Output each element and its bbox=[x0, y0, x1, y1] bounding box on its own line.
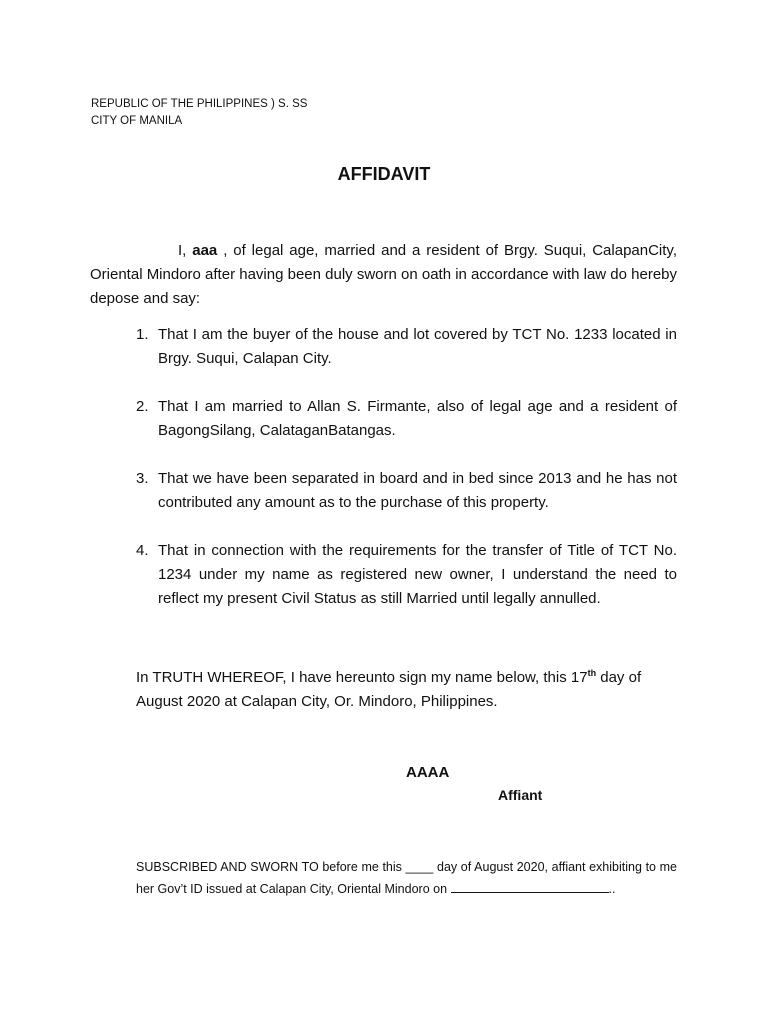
ordinal-suffix: th bbox=[587, 668, 597, 678]
list-item: 3. That we have been separated in board and in bed since 2013 and he has not contributed any amount as to the purchase of this property. bbox=[136, 470, 677, 511]
list-item: 1. That I am the buyer of the house and lot covered by TCT No. 1233 located in Brgy. Suqui, Calapan City. bbox=[136, 326, 677, 367]
header-city: CITY OF MANILA bbox=[91, 115, 183, 127]
signature-name: AAAA bbox=[406, 764, 450, 781]
statement-list bbox=[136, 323, 677, 611]
document-header bbox=[91, 96, 307, 130]
affiant-name-inline: aaa bbox=[192, 242, 218, 259]
blank-date-line bbox=[451, 879, 609, 893]
intro-pronoun: I, bbox=[178, 242, 187, 259]
jurat-paragraph: SUBSCRIBED AND SWORN TO before me this ____ day of August 2020, affiant exhibiting to me her Gov’t ID issued at Calapan City, Oriental Mindoro on .. bbox=[136, 860, 677, 896]
signature-role: Affiant bbox=[498, 787, 543, 803]
page-title: AFFIDAVIT bbox=[337, 164, 431, 184]
intro-paragraph bbox=[90, 239, 677, 311]
list-item: 2. That I am married to Allan S. Firmante, also of legal age and a resident of BagongSilang, CalataganBatangas. bbox=[136, 398, 677, 439]
header-republic: REPUBLIC OF THE PHILIPPINES ) S. SS bbox=[91, 98, 308, 110]
truth-whereof-paragraph: In TRUTH WHEREOF, I have hereunto sign my name below, this 17th day of August 2020 at Calapan City, Or. Mindoro, Philippines. bbox=[136, 668, 642, 710]
intro-text: , of legal age, married and a resident of Brgy. Suqui, CalapanCity, Oriental Mindoro after having been duly sworn on oath in accordance with law do hereby depose and say: bbox=[90, 242, 678, 307]
list-item: 4. That in connection with the requirements for the transfer of Title of TCT No. 1234 under my name as registered new owner, I understand the need to reflect my present Civil Status as still Married until legally annulled. bbox=[136, 542, 677, 607]
